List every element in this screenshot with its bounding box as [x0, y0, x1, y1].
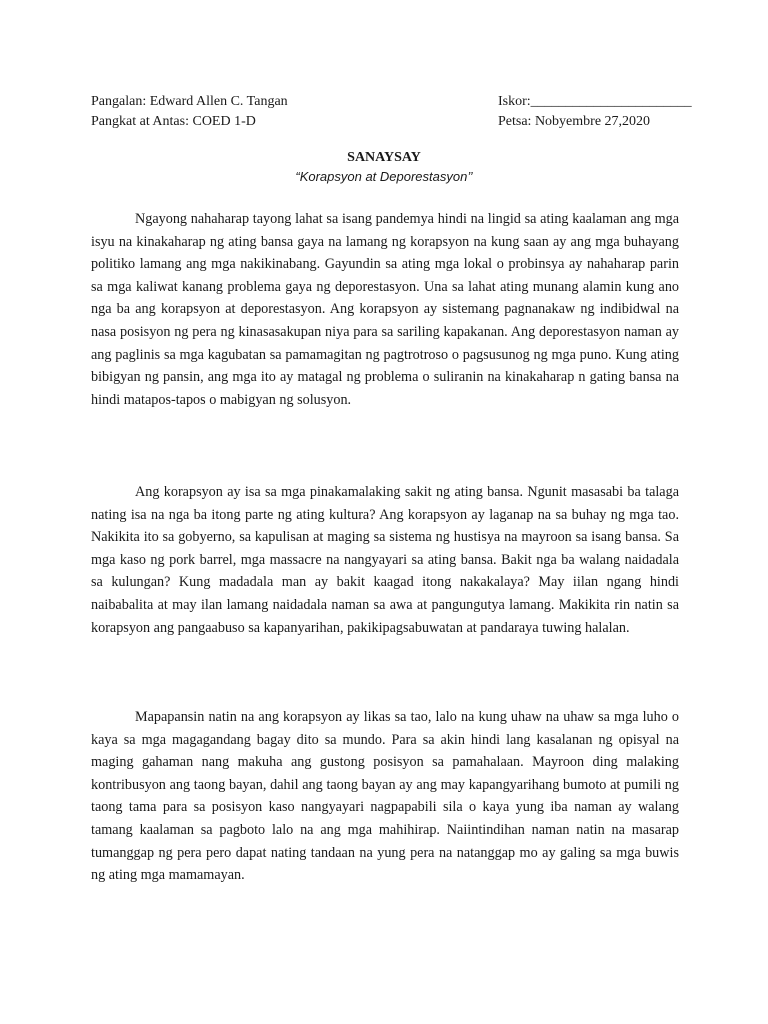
- score-line: Iskor:_______________________: [498, 94, 692, 109]
- essay-title: “Korapsyon at Deporestasyon’’: [295, 169, 473, 184]
- essay-type-heading: SANAYSAY: [347, 150, 421, 165]
- paragraph-2: Ang korapsyon ay isa sa mga pinakamalaking sakit ng ating bansa. Ngunit masasabi ba talaga nating isa na nga ba itong parte ng ating kultura? Ang korapsyon ay laganap na sa buhay ng mga tao. Nakikita ito sa gobyerno, sa kapulisan at maging sa sistema ng hustisya na mayroon sa isang bansa. Sa mga kaso ng pork barrel, mga massacre na nangyayari sa ating bansa. Bakit nga ba walang naidadala sa kulungan? Kung madadala man ay bakit kaagad itong nakakalaya? May iilan ngang hindi naibabalita at may ilan lamang naidadala naman sa awa at pangungutya lamang. Makikita rin natin sa korapsyon ang pangaabuso sa kapanyarihan, pakikipagsabuwatan at pandaraya tuwing halalan.: [91, 484, 679, 636]
- paragraph-3: Mapapansin natin na ang korapsyon ay likas sa tao, lalo na kung uhaw na uhaw sa mga luho o kaya sa mga magagandang bagay dito sa mundo. Para sa akin hindi lang kasalanan ng opisyal na maging gahaman nang makuha ang gustong posisyon sa pamahalaan. Mayroon ding malaking kontribusyon ang taong bayan, dahil ang taong bayan ay ang may kapangyarihang bumoto at pumili ng taong tama para sa posisyon kaso nangyayari nagpapabili sila o kaya yung iba naman ay walang tamang kaalaman sa pagboto lalo na ang mga mahihirap. Naiintindihan naman natin na masarap tumanggap ng pera pero dapat nating tandaan na yung pera na natanggap mo ay galing sa mga buwis ng ating mga mamamayan.: [91, 709, 679, 884]
- section-line: Pangkat at Antas: COED 1-D: [91, 114, 256, 129]
- paragraph-1: Ngayong nahaharap tayong lahat sa isang pandemya hindi na lingid sa ating kaalaman ang mga isyu na kinakaharap ng ating bansa gaya na lamang ng korapsyon na kung saan ay ang mga buhayang politiko lamang ang mga nakikinabang. Gayundin sa ating mga lokal o probinsya ay nahaharap parin sa mga kaliwat kanang problema gaya ng deporestasyon. Una sa lahat ating munang alamin kung ano nga ba ang korapsyon at deporestasyon. Ang korapsyon ay sistemang pagnanakaw ng indibidwal na nasa posisyon ng pera ng kinasasakupan niya para sa sariling kapakanan. Ang deporestasyon naman ay ang paglinis sa mga kagubatan sa pamamagitan ng pagtrotroso o pagsusunog ng mga puno. Kung ating bibigyan ng pansin, ang mga ito ay matagal ng problema o suliranin na kinakaharap n gating bansa na hindi matapos-tapos o mabigyan ng solusyon.: [91, 211, 679, 408]
- name-line: Pangalan: Edward Allen C. Tangan: [91, 94, 288, 109]
- grading-info: [498, 92, 692, 132]
- date-line: Petsa: Nobyembre 27,2020: [498, 114, 651, 129]
- student-info: [91, 92, 288, 132]
